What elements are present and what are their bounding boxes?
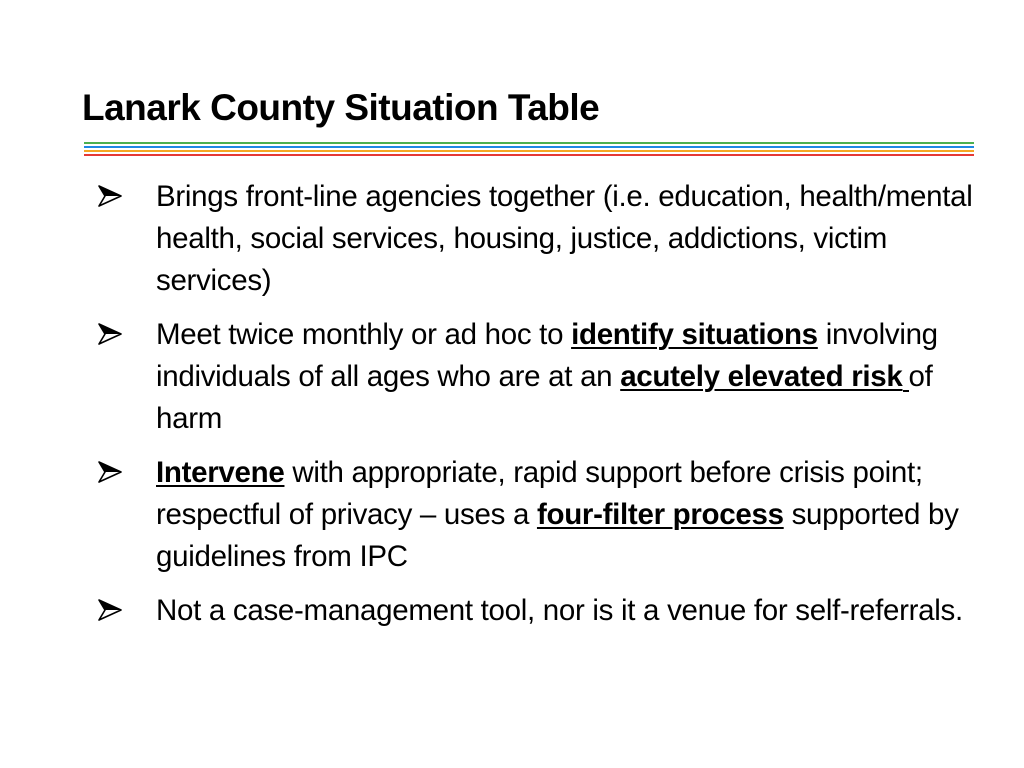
arrowhead-bullet-icon: [96, 452, 136, 494]
title-underline-rule: [84, 142, 974, 156]
emphasis-intervene: Intervene: [156, 456, 285, 489]
arrowhead-bullet-icon: [96, 590, 136, 632]
bullet-text: Meet twice monthly or ad hoc to: [156, 318, 572, 351]
emphasis-four-filter-process: four-filter process: [536, 498, 784, 531]
rule-stripe-blue: [84, 146, 974, 148]
emphasis-acutely-elevated-risk: acutely elevated risk: [620, 360, 903, 393]
bullet-item-not-case-management: [96, 590, 1006, 632]
bullet-text: with appropriate, rapid support before crisis point; respectful of privacy – uses a: [156, 456, 923, 531]
arrowhead-bullet-shape: [98, 599, 122, 621]
arrowhead-bullet-shape: [98, 461, 122, 483]
rule-stripe-red: [84, 154, 974, 156]
bullet-text: of harm: [156, 360, 933, 435]
rule-stripe-orange: [84, 150, 974, 152]
arrowhead-bullet-icon: [96, 314, 136, 356]
bullet-text: supported by guidelines from IPC: [156, 498, 959, 573]
slide-title: Lanark County Situation Table: [82, 87, 600, 128]
arrowhead-bullet-shape: [98, 323, 122, 345]
bullet-item-meetings: [96, 314, 1006, 440]
bullet-list: [96, 176, 1006, 644]
bullet-text: Not a case-management tool, nor is it a venue for self-referrals.: [156, 594, 963, 627]
bullet-text: involving individuals of all ages who are at an: [156, 318, 938, 393]
arrowhead-bullet-shape: [98, 185, 122, 207]
bullet-item-intervene: [96, 452, 1006, 578]
bullet-item-agencies: [96, 176, 1006, 302]
rule-stripe-green: [84, 142, 974, 144]
arrowhead-bullet-icon: [96, 176, 136, 218]
emphasis-identify-situations: identify situations: [571, 318, 818, 351]
bullet-text: Brings front-line agencies together (i.e. education, health/mental health, social services, housing, justice, addictions, victim services): [156, 180, 973, 297]
